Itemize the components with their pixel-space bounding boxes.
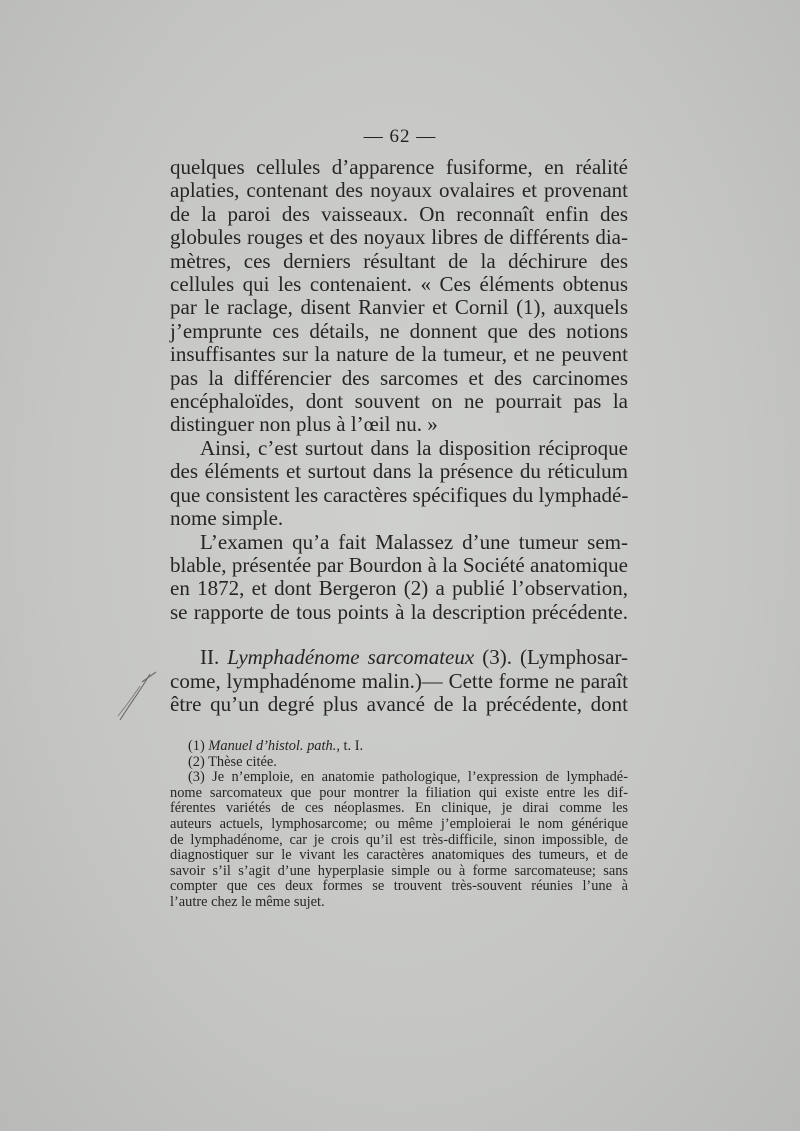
footnotes: [170, 739, 628, 911]
text-line: mètres, ces derniers résultant de la déchirure des: [170, 248, 628, 273]
page-number: — 62 —: [363, 126, 437, 147]
footnote-1-rest: , t. I.: [336, 738, 364, 754]
section-number: II.: [200, 645, 220, 670]
text-line: être qu’un degré plus avancé de la précédente, dont: [170, 691, 628, 716]
text-line: des éléments et surtout dans la présence du réticulum: [170, 459, 628, 484]
text-line: par le raclage, disent Ranvier et Cornil (1), auxquels: [170, 295, 628, 320]
section-heading-paragraph: [170, 646, 628, 716]
text-line: en 1872, et dont Bergeron (2) a publié l’observation,: [170, 576, 628, 601]
footnote-1-title: Manuel d’histol. path.: [208, 738, 337, 754]
text-line: Ainsi, c’est surtout dans la disposition réciproque: [200, 435, 628, 460]
pencil-margin-mark-icon: [112, 668, 172, 728]
footnote-line: auteurs actuels, lymphosarcome; ou même j’emploierai le nom générique: [170, 815, 628, 832]
footnote-line: nome sarcomateux que pour montrer la filiation qui existe entre les dif-: [170, 784, 628, 801]
main-text: [170, 156, 628, 716]
footnote-line: férentes variétés de ces néoplasmes. En clinique, je dirai comme les: [170, 800, 628, 817]
footnote-1-number: (1): [188, 738, 205, 754]
text-line: se rapporte de tous points à la description précédente.: [170, 599, 628, 624]
text-line: blable, présentée par Bourdon à la Société anatomique: [170, 552, 628, 577]
footnote-2: [170, 755, 628, 771]
text-line: de la paroi des vaisseaux. On reconnaît enfin des: [170, 201, 628, 226]
paragraph-1: [170, 156, 628, 437]
footnote-2-text: Thèse citée.: [208, 753, 277, 770]
footnote-line: l’autre chez le même sujet.: [170, 893, 325, 910]
text-line: cellules qui les contenaient. « Ces éléments obtenus: [170, 272, 628, 297]
footnote-1: [170, 739, 628, 755]
text-line: globules rouges et des noyaux libres de différents dia-: [170, 225, 628, 250]
section-gap: [170, 624, 628, 646]
footnote-3: [170, 770, 628, 910]
text-line: insuffisantes sur la nature de la tumeur, et ne peuvent: [170, 342, 628, 367]
section-title: Lymphadénome sarcomateux: [227, 645, 475, 670]
text-line: nome simple.: [170, 506, 284, 531]
section-heading-line: [170, 646, 628, 669]
text-line: L’examen qu’a fait Malassez d’une tumeur sem-: [200, 529, 628, 554]
paragraph-2: [170, 437, 628, 531]
text-line: quelques cellules d’apparence fusiforme, en réalité: [170, 155, 628, 179]
footnote-line: savoir s’il s’agit d’une hyperplasie simple ou à forme sarcomateuse; sans: [170, 862, 628, 879]
footnote-line: diagnostiquer sur le vivant les caractères anatomiques des tumeurs, et de: [170, 847, 628, 864]
paragraph-3: [170, 531, 628, 625]
footnote-2-number: (2): [188, 753, 205, 770]
footnote-line: de lymphadénome, car je crois qu’il est très-difficile, sinon impossible, de: [170, 831, 628, 848]
text-line: j’emprunte ces détails, ne donnent que des notions: [170, 318, 628, 343]
text-line: pas la différencier des sarcomes et des carcinomes: [170, 365, 628, 390]
text-line: distinguer non plus à l’œil nu. »: [170, 412, 438, 437]
footnote-line: (3) Je n’emploie, en anatomie pathologique, l’expression de lymphadé-: [188, 769, 628, 786]
footnote-line: compter que ces deux formes se trouvent très-souvent réunies l’une à: [170, 878, 628, 895]
text-line: que consistent les caractères spécifiques du lymphadé-: [170, 482, 629, 507]
text-line: encéphaloïdes, dont souvent on ne pourrait pas la: [170, 389, 628, 414]
text-line: aplaties, contenant des noyaux ovalaires et provenant: [170, 178, 628, 203]
text-line: come, lymphadénome malin.)— Cette forme ne paraît: [170, 668, 628, 693]
section-heading-rest: (3). (Lymphosar-: [482, 645, 629, 670]
